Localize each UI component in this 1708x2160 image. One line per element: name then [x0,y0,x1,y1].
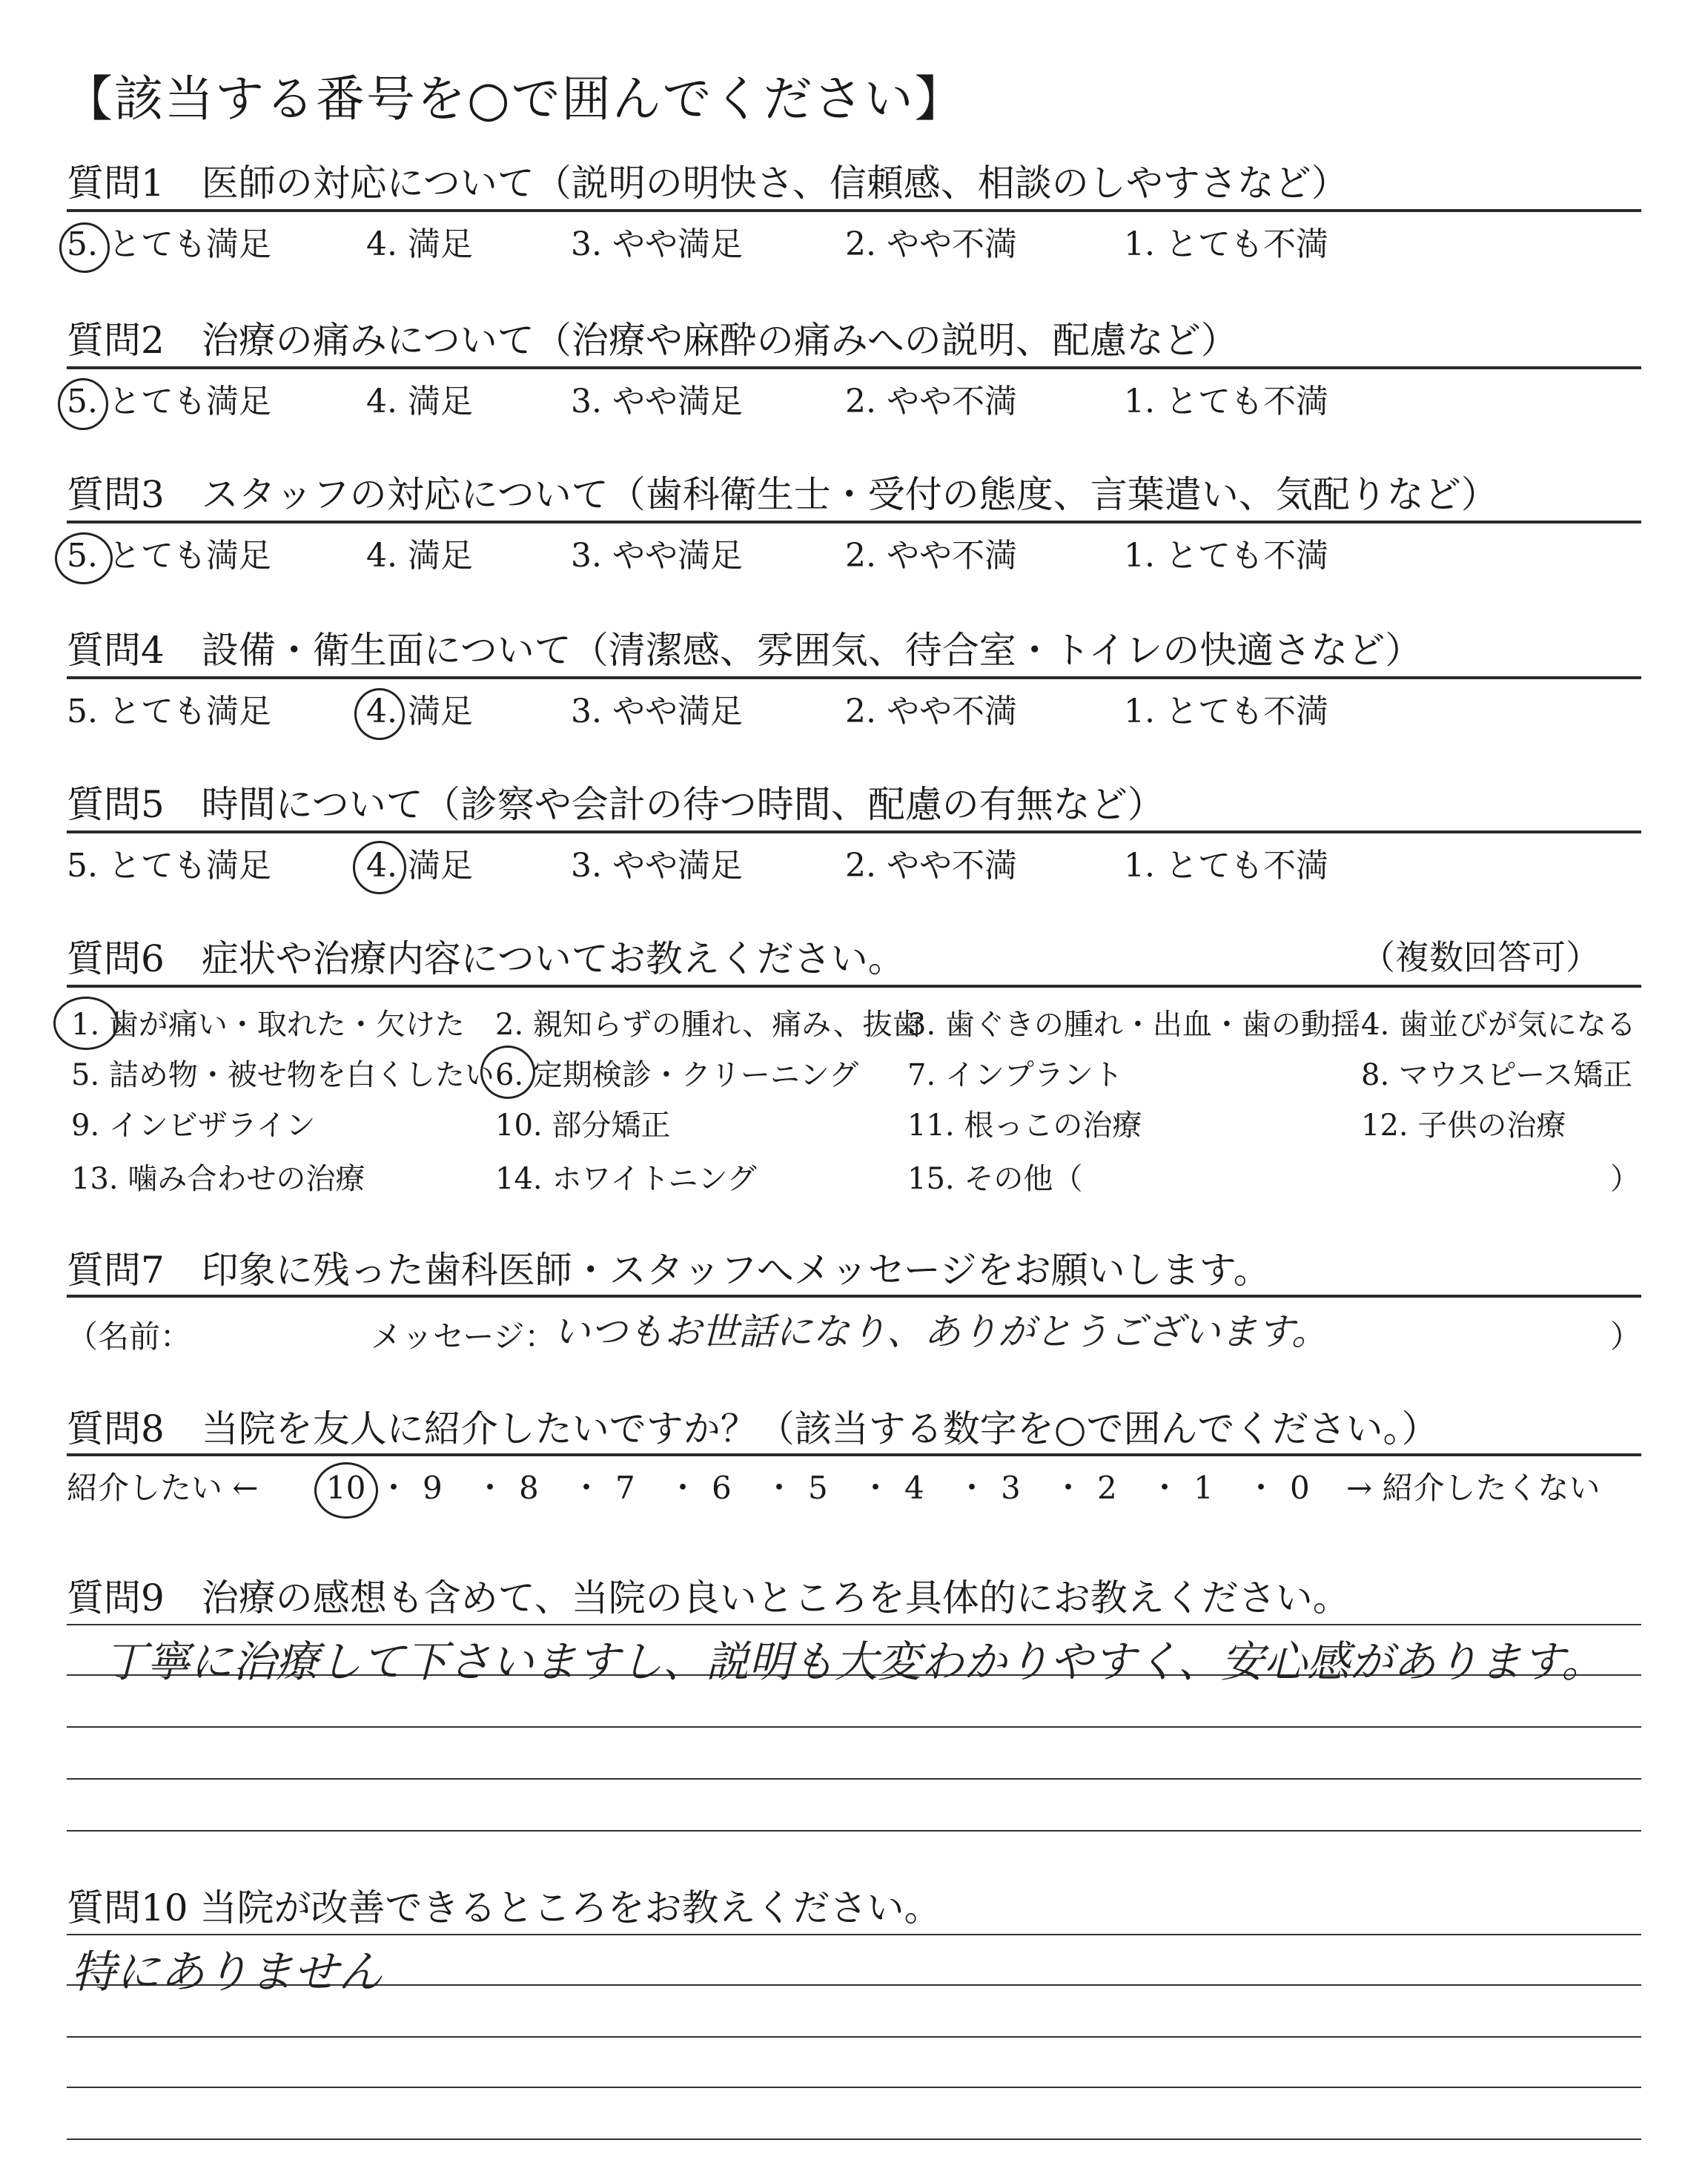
q6-item-8[interactable]: 8. マウスピース矯正 [1361,1058,1633,1092]
q8-scale-separator: ・ [474,1470,506,1506]
q6-item-9[interactable]: 9. インビザライン [71,1109,316,1143]
q6-item-4[interactable]: 4. 歯並びが気になる [1361,1008,1636,1042]
q4-option-3[interactable]: 3. やや満足 [571,693,743,730]
question-1-rule [67,209,1641,212]
q1-option-1[interactable]: 1. とても不満 [1124,225,1328,263]
question-2-rule [67,366,1641,369]
q6-item-15[interactable]: 15. その他（ [907,1162,1083,1196]
q3-option-1[interactable]: 1. とても不満 [1124,537,1328,575]
q8-scale-6[interactable]: 6 [712,1470,732,1506]
q8-scale-3[interactable]: 3 [1001,1470,1021,1506]
question-8-rule [67,1453,1641,1456]
q9-line-4 [67,1778,1641,1780]
q9-line-1 [67,1624,1641,1625]
q6-item-3[interactable]: 3. 歯ぐきの腫れ・出血・歯の動揺 [907,1008,1360,1042]
q5-option-4[interactable]: 4. 満足 [366,847,473,885]
q6-item-13[interactable]: 13. 噛み合わせの治療 [71,1162,365,1196]
question-7-rule [67,1295,1641,1298]
q6-item-11[interactable]: 11. 根っこの治療 [907,1109,1142,1143]
q5-option-3[interactable]: 3. やや満足 [571,847,743,885]
q7-name-label: （名前： [67,1318,192,1355]
q5-option-1[interactable]: 1. とても不満 [1124,847,1328,885]
q10-line-1 [67,1934,1641,1935]
q6-item-10[interactable]: 10. 部分矯正 [495,1109,671,1143]
q8-scale-7[interactable]: 7 [615,1470,635,1506]
q1-option-2[interactable]: 2. やや不満 [845,225,1017,263]
q8-scale-9[interactable]: 9 [423,1470,443,1506]
q6-item-15-close: ） [1610,1162,1640,1196]
q8-scale-separator: ・ [1245,1470,1277,1506]
question-6-rule [67,985,1641,988]
q8-scale-10[interactable]: 10 [326,1470,366,1506]
q7-message-handwritten[interactable]: いつもお世話になり、ありがとうございます。 [553,1310,1328,1353]
q6-item-5[interactable]: 5. 詰め物・被せ物を白くしたい [71,1058,494,1092]
q4-option-1[interactable]: 1. とても不満 [1124,693,1328,730]
q4-option-4[interactable]: 4. 満足 [366,693,473,730]
q7-close-paren: ） [1610,1318,1642,1355]
q1-option-5[interactable]: 5. とても満足 [67,225,271,263]
q8-scale-separator: ・ [571,1470,603,1506]
question-4-options [0,693,1708,740]
q9-line-5 [67,1830,1641,1832]
q2-option-2[interactable]: 2. やや不満 [845,383,1017,420]
q8-right-label: → 紹介したくない [1346,1470,1601,1506]
question-6-title: 質問6 症状や治療内容についてお教えください。 [67,937,905,980]
question-9-title: 質問9 治療の感想も含めて、当院の良いところを具体的にお教えください。 [67,1576,1350,1619]
question-8-title: 質問8 当院を友人に紹介したいですか？（該当する数字を○で囲んでください。） [67,1407,1439,1450]
question-5-rule [67,830,1641,833]
q3-option-5[interactable]: 5. とても満足 [67,537,271,575]
q8-scale-separator: ・ [956,1470,988,1506]
question-7-title: 質問7 印象に残った歯科医師・スタッフへメッセージをお願いします。 [67,1249,1271,1292]
q10-line-5 [67,2138,1641,2140]
q10-line-4 [67,2087,1641,2088]
q4-option-5[interactable]: 5. とても満足 [67,693,271,730]
q10-answer-handwritten[interactable]: 特にありません [71,1946,383,1998]
q8-scale-5[interactable]: 5 [808,1470,828,1506]
question-5-title: 質問5 時間について（診察や会計の待つ時間、配慮の有無など） [67,783,1165,826]
q2-option-5[interactable]: 5. とても満足 [67,383,271,420]
q6-item-1[interactable]: 1. 歯が痛い・取れた・欠けた [71,1008,465,1042]
q10-line-3 [67,2036,1641,2038]
q1-option-4[interactable]: 4. 満足 [366,225,473,263]
q9-answer-handwritten[interactable]: 丁寧に治療して下さいますし、説明も大変わかりやすく、安心感があります。 [104,1636,1605,1687]
question-4-rule [67,676,1641,679]
q2-option-4[interactable]: 4. 満足 [366,383,473,420]
q8-scale-2[interactable]: 2 [1097,1470,1117,1506]
question-4-title: 質問4 設備・衛生面について（清潔感、雰囲気、待合室・トイレの快適さなど） [67,629,1423,672]
question-1-options [0,225,1708,273]
q3-option-4[interactable]: 4. 満足 [366,537,473,575]
q3-option-3[interactable]: 3. やや満足 [571,537,743,575]
question-2-options [0,383,1708,430]
q8-scale-separator: ・ [860,1470,892,1506]
q6-item-7[interactable]: 7. インプラント [907,1058,1123,1092]
q8-scale-8[interactable]: 8 [519,1470,539,1506]
q9-line-3 [67,1726,1641,1728]
q5-option-5[interactable]: 5. とても満足 [67,847,271,885]
q8-scale-separator: ・ [667,1470,699,1506]
question-3-options [0,537,1708,584]
q6-item-6[interactable]: 6. 定期検診・クリーニング [495,1058,859,1092]
q7-message-label: メッセージ： [371,1318,556,1355]
q8-scale-1[interactable]: 1 [1194,1470,1214,1506]
q3-option-2[interactable]: 2. やや不満 [845,537,1017,575]
q2-option-3[interactable]: 3. やや満足 [571,383,743,420]
q8-scale-separator: ・ [378,1470,410,1506]
question-3-title: 質問3 スタッフの対応について（歯科衛生士・受付の態度、言葉遣い、気配りなど） [67,473,1498,516]
q4-option-2[interactable]: 2. やや不満 [845,693,1017,730]
q6-item-14[interactable]: 14. ホワイトニング [495,1162,757,1196]
q8-scale [326,1470,1310,1510]
question-5-options [0,847,1708,894]
question-6-note: （複数回答可） [1361,937,1600,977]
q5-option-2[interactable]: 2. やや不満 [845,847,1017,885]
q8-scale-0[interactable]: 0 [1290,1470,1310,1506]
q2-option-1[interactable]: 1. とても不満 [1124,383,1328,420]
question-3-rule [67,521,1641,524]
q8-scale-separator: ・ [1149,1470,1181,1506]
question-2-title: 質問2 治療の痛みについて（治療や麻酔の痛みへの説明、配慮など） [67,319,1238,362]
q1-option-3[interactable]: 3. やや満足 [571,225,743,263]
q6-item-12[interactable]: 12. 子供の治療 [1361,1109,1566,1143]
q8-scale-separator: ・ [764,1470,795,1506]
instruction-header: 【該当する番号を○で囲んでください】 [64,70,965,128]
q8-scale-4[interactable]: 4 [904,1470,924,1506]
q8-scale-separator: ・ [1053,1470,1085,1506]
question-1-title: 質問1 医師の対応について（説明の明快さ、信頼感、相談のしやすさなど） [67,162,1348,205]
q6-item-2[interactable]: 2. 親知らずの腫れ、痛み、抜歯 [495,1008,922,1042]
question-10-title: 質問10 当院が改善できるところをお教えください。 [67,1886,941,1929]
q8-left-label: 紹介したい ← [67,1470,259,1506]
